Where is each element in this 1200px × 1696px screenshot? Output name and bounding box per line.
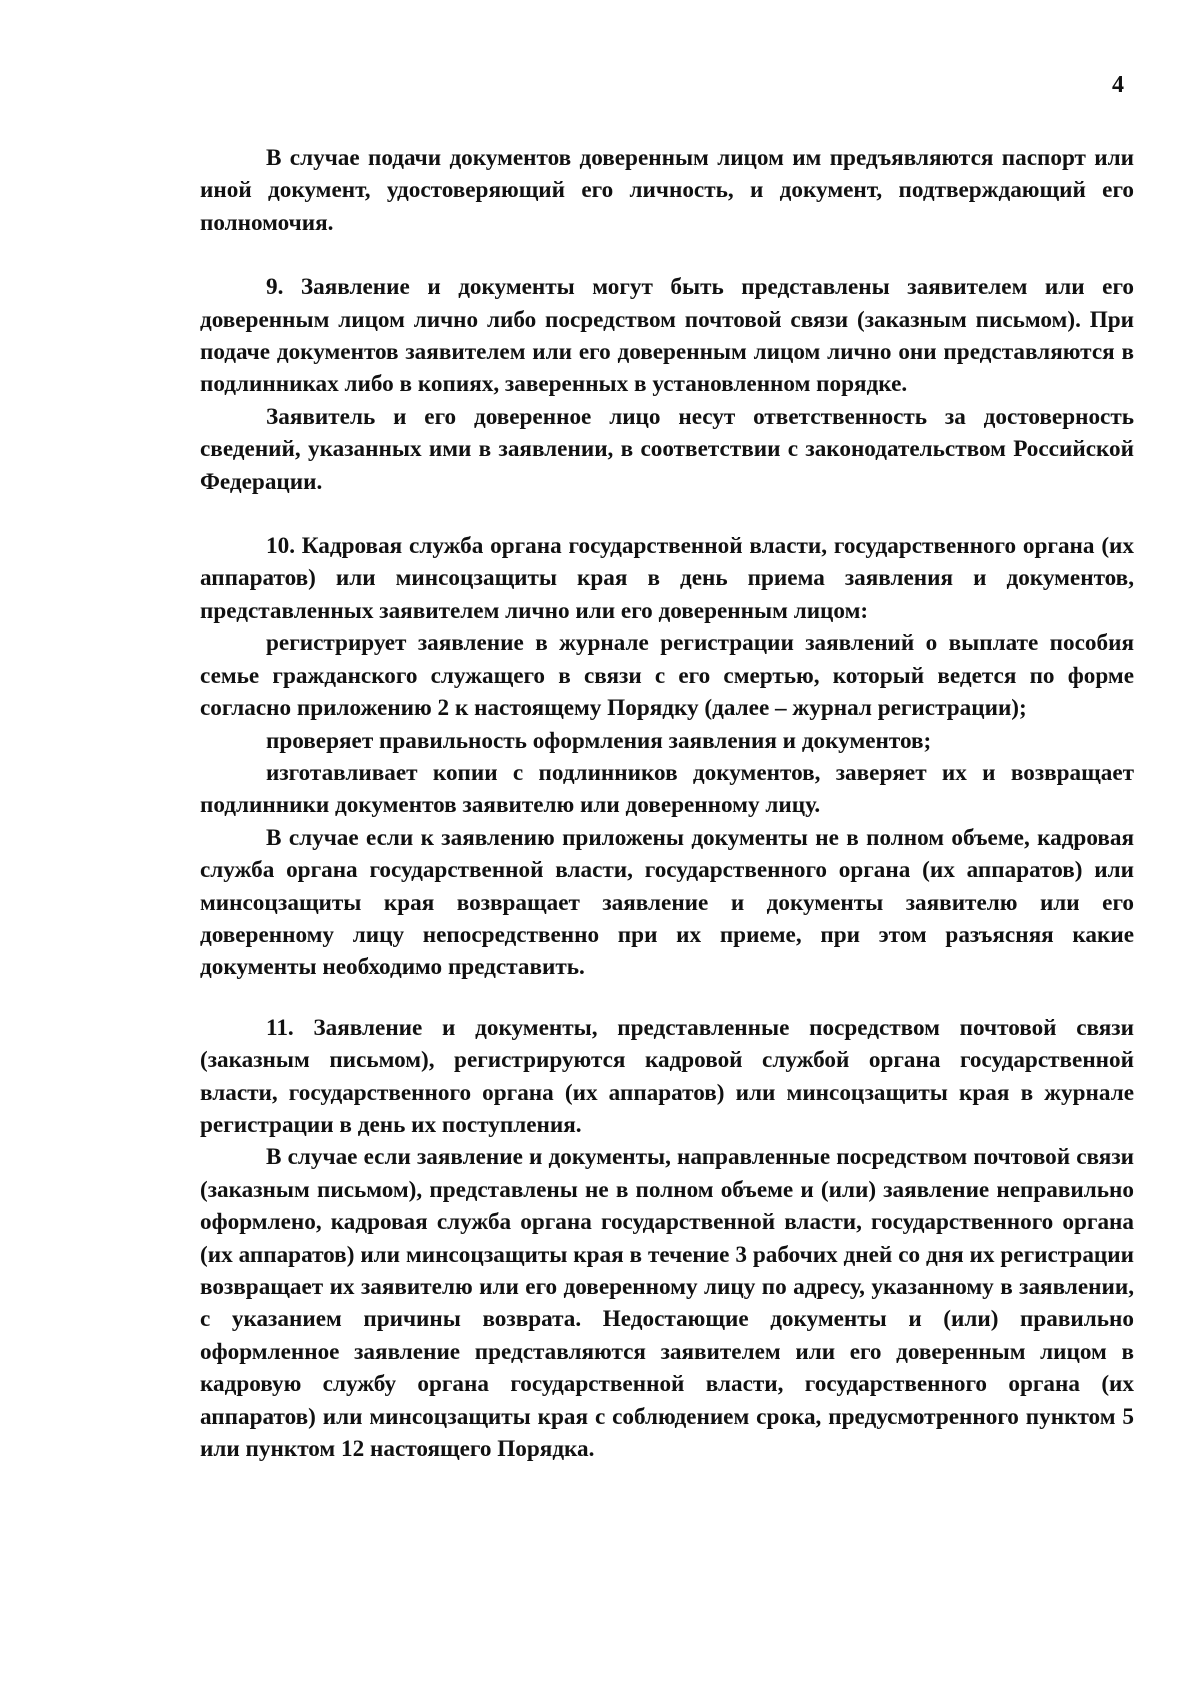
paragraph-item-11: 11. Заявление и документы, представленные посредством почтовой связи (заказным письмом), регистрируются кадровой службой органа государственной власти, государственного органа (их аппаратов) или минсоцзащиты края в журнале регистрации в день их поступления.	[200, 1014, 1134, 1138]
paragraph-item-10-incomplete: В случае если к заявлению приложены документы не в полном объеме, кадровая служба органа государственной власти, государственного органа (их аппаратов) или минсоцзащиты края возвращает заявление и документы заявителю или его доверенному лицу непосредственно при их приеме, при этом разъясняя какие документы необходимо представить.	[200, 824, 1134, 981]
paragraph-item-11-return: В случае если заявление и документы, направленные посредством почтовой связи (заказным письмом), представлены не в полном объеме и (или) заявление неправильно оформлено, кадровая служба органа государственной власти, государственного органа (их аппаратов) или минсоцзащиты края в течение 3 рабочих дней со дня их регистрации возвращает их заявителю или его доверенному лицу по адресу, указанному в заявлении, с указанием причины возврата. Недостающие документы и (или) правильно оформленное заявление представляются заявителем или его доверенным лицом в кадровую службу органа государственной власти, государственного органа (их аппаратов) или минсоцзащиты края с соблюдением срока, предусмотренного пунктом 5 или пунктом 12 настоящего Порядка.	[200, 1144, 1134, 1463]
document-body	[200, 142, 1134, 1465]
paragraph-item-9-responsibility: Заявитель и его доверенное лицо несут ответственность за достоверность сведений, указанных ими в заявлении, в соответствии с законодательством Российской Федерации.	[200, 403, 1134, 495]
paragraph-item-10-check: проверяет правильность оформления заявления и документов;	[266, 727, 932, 754]
paragraph-item-10: 10. Кадровая служба органа государственной власти, государственного органа (их аппаратов) или минсоцзащиты края в день приема заявления и документов, представленных заявителем лично или его доверенным лицом:	[200, 533, 1134, 624]
page-number: 4	[1112, 72, 1124, 98]
paragraph-item-10-copies: изготавливает копии с подлинников документов, заверяет их и возвращает подлинники документов заявителю или доверенному лицу.	[200, 759, 1134, 819]
paragraph-proxy-documents: В случае подачи документов доверенным лицом им предъявляются паспорт или иной документ, удостоверяющий его личность, и документ, подтверждающий его полномочия.	[200, 145, 1134, 236]
paragraph-item-9: 9. Заявление и документы могут быть представлены заявителем или его доверенным лицом лично либо посредством почтовой связи (заказным письмом). При подаче документов заявителем или его доверенным лицом лично они представляются в подлинниках либо в копиях, заверенных в установленном порядке.	[200, 274, 1134, 398]
paragraph-item-10-register: регистрирует заявление в журнале регистрации заявлений о выплате пособия семье гражданского служащего в связи с его смертью, который ведется по форме согласно приложению 2 к настоящему Порядку (далее – журнал регистрации);	[200, 630, 1134, 722]
